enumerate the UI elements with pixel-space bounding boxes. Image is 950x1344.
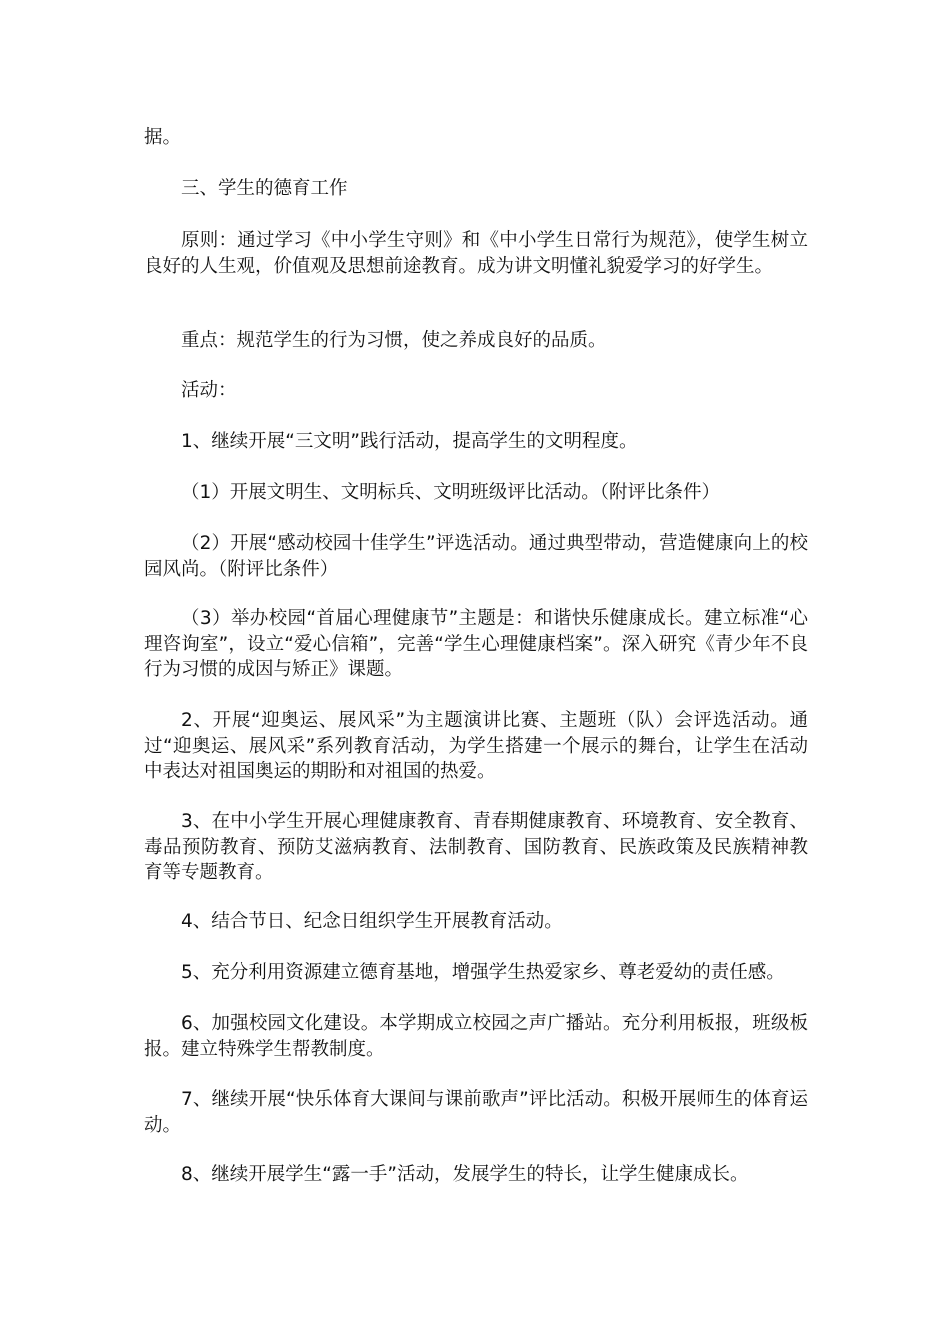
list-item-7: 7、继续开展“快乐体育大课间与课前歌声”评比活动。积极开展师生的体育运动。 (144, 1089, 808, 1136)
list-item-3: 3、在中小学生开展心理健康教育、青春期健康教育、环境教育、安全教育、毒品预防教育、预防艾滋病教育、法制教育、国防教育、民族政策及民族精神教育等专题教育。 (144, 811, 808, 883)
list-item-1-3: （3）举办校园“首届心理健康节”主题是：和谐快乐健康成长。建立标准“心理咨询室”，设立“爱心信箱”，完善“学生心理健康档案”。深入研究《青少年不良行为习惯的成因与矫正》课题。 (144, 608, 808, 680)
list-item-1-2: （2）开展“感动校园十佳学生”评选活动。通过典型带动，营造健康向上的校园风尚。（附评比条件） (144, 533, 808, 580)
list-item-1: 1、继续开展“三文明”践行活动，提高学生的文明程度。 (181, 431, 638, 452)
list-item-2: 2、开展“迎奥运、展风采”为主题演讲比赛、主题班（队）会评选活动。通过“迎奥运、展风采”系列教育活动，为学生搭建一个展示的舞台，让学生在活动中表达对祖国奥运的期盼和对祖国的热爱。 (144, 710, 808, 782)
list-item-8: 8、继续开展学生“露一手”活动，发展学生的特长，让学生健康成长。 (181, 1164, 749, 1185)
list-item-5: 5、充分利用资源建立德育基地，增强学生热爱家乡、尊老爱幼的责任感。 (181, 962, 785, 983)
list-item-6: 6、加强校园文化建设。本学期成立校园之声广播站。充分利用板报，班级板报。建立特殊学生帮教制度。 (144, 1013, 808, 1060)
paragraph-principle: 原则：通过学习《中小学生守则》和《中小学生日常行为规范》，使学生树立良好的人生观，价值观及思想前途教育。成为讲文明懂礼貌爱学习的好学生。 (144, 230, 808, 277)
list-item-4: 4、结合节日、纪念日组织学生开展教育活动。 (181, 911, 563, 932)
paragraph-focus: 重点：规范学生的行为习惯，使之养成良好的品质。 (181, 330, 607, 351)
list-item-1-1: （1）开展文明生、文明标兵、文明班级评比活动。（附评比条件） (181, 482, 721, 503)
paragraph-continuation: 据。 (144, 127, 182, 148)
section-heading: 三、学生的德育工作 (181, 178, 348, 199)
paragraph-activities-label: 活动： (181, 380, 237, 401)
